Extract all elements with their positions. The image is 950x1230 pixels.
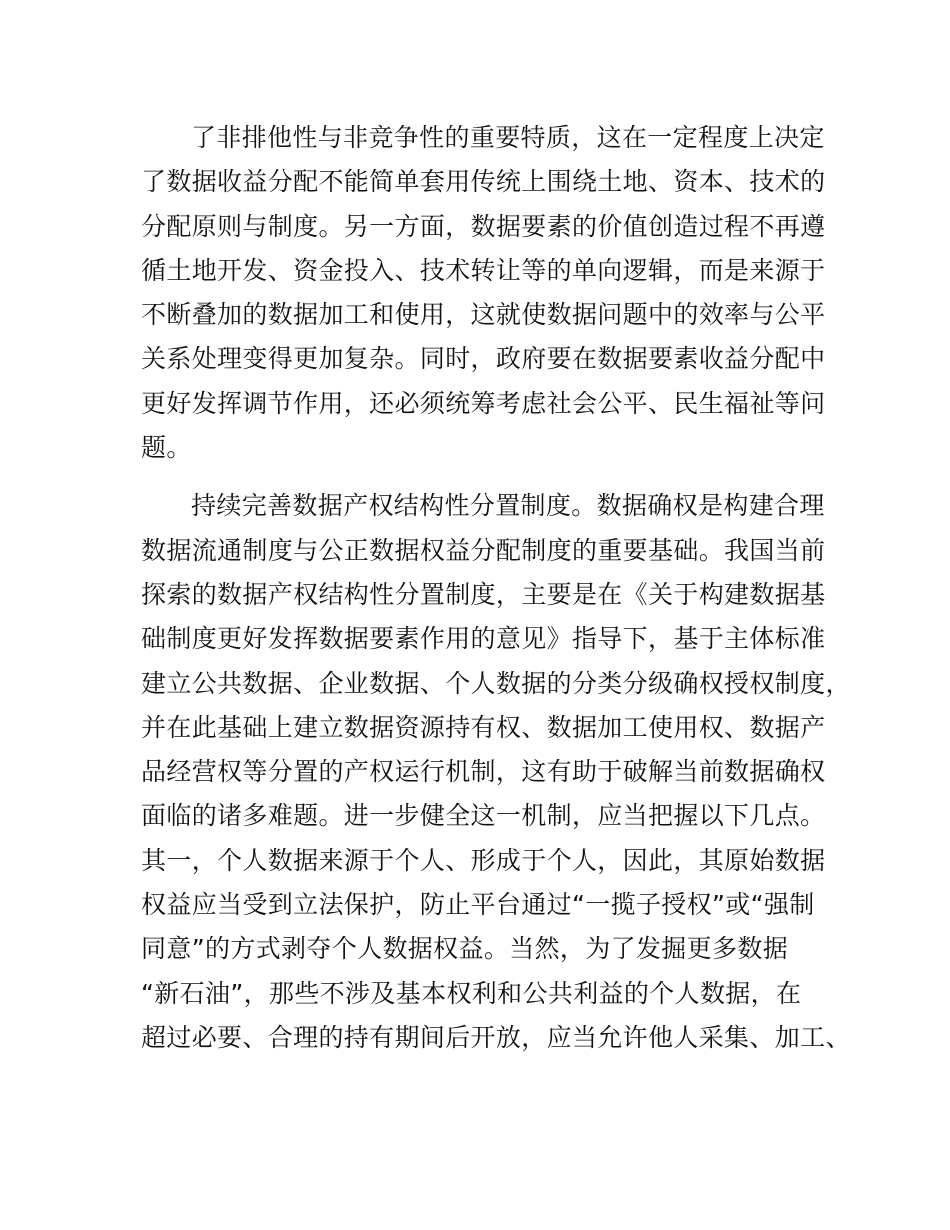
text-line: 并在此基础上建立数据资源持有权、数据加工使用权、数据产: [141, 712, 826, 742]
text-line: 题。: [141, 433, 192, 463]
text-line: 循土地开发、资金投入、技术转让等的单向逻辑，而是来源于: [141, 255, 826, 285]
text-line: 更好发挥调节作用，还必须统筹考虑社会公平、民生福祉等问: [141, 388, 826, 418]
text-line: 持续完善数据产权结构性分置制度。数据确权是构建合理: [191, 491, 825, 521]
text-line: 不断叠加的数据加工和使用，这就使数据问题中的效率与公平: [141, 300, 826, 330]
text-line: 数据流通制度与公正数据权益分配制度的重要基础。我国当前: [141, 535, 826, 565]
text-line: “新石油”，那些不涉及基本权利和公共利益的个人数据，在: [141, 978, 802, 1008]
text-line: 品经营权等分置的产权运行机制，这有助于破解当前数据确权: [141, 757, 826, 787]
text-line: 分配原则与制度。另一方面，数据要素的价值创造过程不再遵: [141, 211, 826, 241]
text-line: 超过必要、合理的持有期间后开放，应当允许他人采集、加工、: [141, 1022, 851, 1052]
text-line: 础制度更好发挥数据要素作用的意见》指导下，基于主体标准: [141, 624, 826, 654]
text-line: 权益应当受到立法保护，防止平台通过“一揽子授权”或“强制: [141, 890, 815, 920]
text-line: 其一，个人数据来源于个人、形成于个人，因此，其原始数据: [141, 845, 826, 875]
paragraph-2: [141, 484, 851, 1060]
paragraph-1: [141, 116, 841, 470]
text-line: 探索的数据产权结构性分置制度，主要是在《关于构建数据基: [141, 579, 826, 609]
text-line: 了非排他性与非竞争性的重要特质，这在一定程度上决定: [191, 123, 825, 152]
text-line: 面临的诸多难题。进一步健全这一机制，应当把握以下几点。: [141, 801, 826, 831]
text-line: 了数据收益分配不能简单套用传统上围绕土地、资本、技术的: [141, 167, 826, 197]
text-line: 关系处理变得更加复杂。同时，政府要在数据要素收益分配中: [141, 344, 826, 374]
text-line: 同意”的方式剥夺个人数据权益。当然，为了发掘更多数据: [141, 934, 789, 964]
text-line: 建立公共数据、企业数据、个人数据的分类分级确权授权制度，: [141, 668, 851, 698]
document-body: [141, 116, 851, 1060]
